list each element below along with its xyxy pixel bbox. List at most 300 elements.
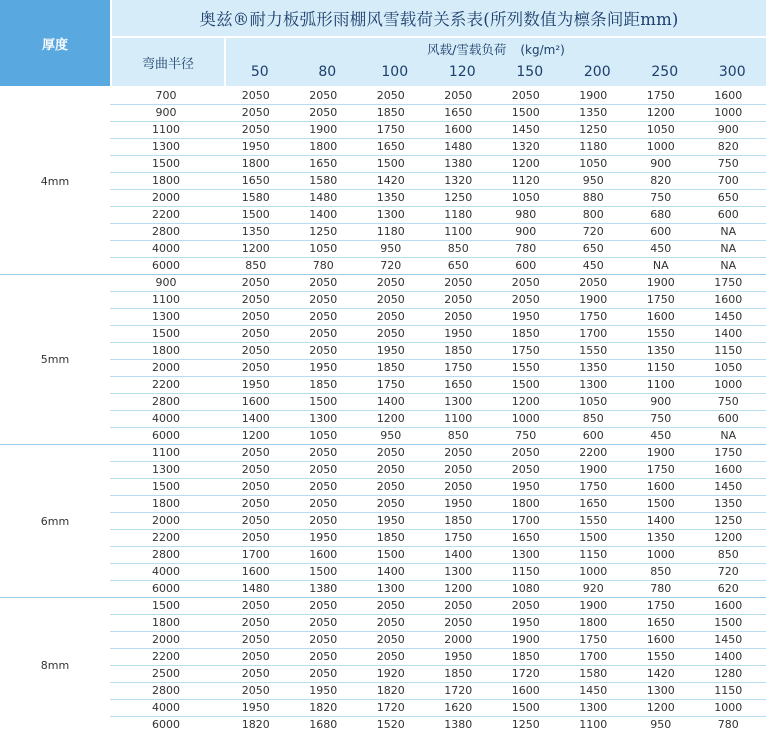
spacing-cell: 900 — [515, 225, 537, 238]
table-row — [110, 257, 766, 274]
spacing-cell: 1000 — [646, 548, 675, 561]
spacing-cell: 1400 — [376, 565, 405, 578]
spacing-cell: 1950 — [376, 514, 405, 527]
spacing-cell: 2050 — [444, 599, 473, 612]
spacing-cell: NA — [652, 259, 669, 272]
spacing-cell: 1500 — [376, 157, 405, 170]
spacing-cell: 2050 — [241, 327, 270, 340]
spacing-cell: 2050 — [241, 531, 270, 544]
table-row — [110, 88, 766, 104]
spacing-cell: 1900 — [579, 293, 608, 306]
spacing-cell: 1300 — [444, 565, 473, 578]
spacing-cell: 1620 — [444, 701, 473, 714]
table-row — [110, 512, 766, 529]
spacing-cell: 1750 — [376, 378, 405, 391]
spacing-cell: 1200 — [646, 701, 675, 714]
radius-cell: 2800 — [152, 548, 180, 561]
spacing-cell: 820 — [717, 140, 739, 153]
spacing-cell: 2050 — [241, 497, 270, 510]
spacing-cell: 2050 — [241, 123, 270, 136]
spacing-cell: 1000 — [714, 701, 743, 714]
spacing-cell: 1500 — [309, 395, 338, 408]
spacing-cell: 1850 — [376, 106, 405, 119]
spacing-cell: 1900 — [511, 633, 540, 646]
spacing-cell: 1850 — [376, 361, 405, 374]
spacing-cell: 2050 — [241, 650, 270, 663]
table-row — [110, 665, 766, 682]
radius-cell: 4000 — [152, 412, 180, 425]
spacing-cell: 900 — [650, 157, 672, 170]
load-columns — [226, 64, 766, 84]
spacing-cell: 1050 — [309, 429, 338, 442]
table-row — [110, 699, 766, 716]
spacing-cell: 720 — [582, 225, 604, 238]
table-row — [110, 104, 766, 121]
spacing-cell: 1900 — [579, 599, 608, 612]
spacing-cell: 1450 — [511, 123, 540, 136]
table-row — [110, 461, 766, 478]
spacing-cell: 1650 — [444, 378, 473, 391]
radius-cell: 6000 — [152, 582, 180, 595]
spacing-cell: 600 — [717, 208, 739, 221]
spacing-cell: 1950 — [309, 684, 338, 697]
spacing-cell: 1950 — [309, 361, 338, 374]
spacing-cell: 1850 — [511, 327, 540, 340]
table-row — [110, 716, 766, 733]
spacing-cell: 2050 — [309, 633, 338, 646]
table-row — [110, 325, 766, 342]
spacing-cell: 1950 — [309, 531, 338, 544]
radius-cell: 4000 — [152, 242, 180, 255]
group-rows — [110, 275, 766, 444]
radius-cell: 1100 — [152, 446, 180, 459]
spacing-cell: NA — [720, 259, 737, 272]
spacing-cell: 1750 — [714, 446, 743, 459]
table-row — [110, 359, 766, 376]
spacing-cell: 1650 — [376, 140, 405, 153]
table-row — [110, 631, 766, 648]
spacing-cell: 1250 — [714, 514, 743, 527]
spacing-cell: NA — [720, 225, 737, 238]
spacing-cell: 1180 — [579, 140, 608, 153]
spacing-cell: 1300 — [376, 208, 405, 221]
spacing-cell: 750 — [650, 191, 672, 204]
spacing-cell: 1480 — [309, 191, 338, 204]
spacing-cell: 1500 — [646, 497, 675, 510]
spacing-cell: 2050 — [241, 599, 270, 612]
thickness-label: 6mm — [40, 514, 70, 528]
spacing-cell: 750 — [717, 395, 739, 408]
radius-cell: 1100 — [152, 123, 180, 136]
spacing-cell: 850 — [650, 565, 672, 578]
spacing-cell: 2050 — [376, 89, 405, 102]
spacing-cell: 1050 — [714, 361, 743, 374]
spacing-cell: 1300 — [579, 701, 608, 714]
table-title: 奥兹®耐力板弧形雨棚风雪载荷关系表(所列数值为檩条间距mm) — [112, 0, 766, 36]
spacing-cell: 1580 — [579, 667, 608, 680]
table-row — [110, 189, 766, 206]
spacing-cell: 1580 — [241, 191, 270, 204]
spacing-cell: 2050 — [309, 480, 338, 493]
spacing-cell: 1350 — [579, 106, 608, 119]
spacing-cell: 1150 — [714, 344, 743, 357]
table-row — [110, 291, 766, 308]
radius-cell: 1800 — [152, 616, 180, 629]
table-row — [110, 580, 766, 597]
spacing-cell: 1200 — [511, 157, 540, 170]
load-column-header: 120 — [448, 64, 476, 80]
radius-cell: 6000 — [152, 259, 180, 272]
spacing-cell: 2000 — [444, 633, 473, 646]
spacing-cell: 1000 — [646, 140, 675, 153]
table-row — [110, 308, 766, 325]
spacing-cell: 2050 — [376, 650, 405, 663]
radius-cell: 2000 — [152, 191, 180, 204]
spacing-cell: 1600 — [714, 599, 743, 612]
thickness-label: 5mm — [40, 353, 70, 366]
spacing-cell: 1200 — [646, 106, 675, 119]
spacing-cell: 1600 — [714, 293, 743, 306]
spacing-cell: 1200 — [376, 412, 405, 425]
spacing-cell: 1650 — [309, 157, 338, 170]
spacing-cell: 1380 — [309, 582, 338, 595]
radius-cell: 700 — [155, 89, 177, 102]
table-row — [110, 495, 766, 512]
spacing-cell: 1850 — [511, 650, 540, 663]
spacing-cell: 2050 — [241, 667, 270, 680]
spacing-cell: 1700 — [579, 650, 608, 663]
spacing-cell: 1950 — [376, 344, 405, 357]
spacing-cell: 2050 — [309, 89, 338, 102]
spacing-cell: 1350 — [646, 344, 675, 357]
radius-cell: 6000 — [152, 718, 180, 731]
spacing-cell: 1200 — [241, 429, 270, 442]
spacing-cell: 1800 — [579, 616, 608, 629]
spacing-cell: 1400 — [714, 327, 743, 340]
spacing-cell: 2050 — [511, 599, 540, 612]
spacing-cell: 650 — [447, 259, 469, 272]
spacing-cell: 1300 — [309, 412, 338, 425]
spacing-cell: 2050 — [376, 327, 405, 340]
spacing-cell: 1000 — [579, 565, 608, 578]
spacing-cell: 1950 — [511, 616, 540, 629]
thickness-label: 8mm — [40, 659, 70, 672]
radius-cell: 4000 — [152, 565, 180, 578]
spacing-cell: 1850 — [444, 344, 473, 357]
spacing-cell: 2050 — [241, 361, 270, 374]
spacing-cell: 2050 — [444, 480, 473, 493]
spacing-cell: 1750 — [646, 293, 675, 306]
radius-cell: 2800 — [152, 225, 180, 238]
spacing-cell: 1500 — [714, 616, 743, 629]
spacing-cell: 1950 — [444, 497, 473, 510]
spacing-cell: 2050 — [376, 293, 405, 306]
spacing-cell: 1820 — [241, 718, 270, 731]
table-body — [0, 88, 766, 733]
spacing-cell: 1900 — [646, 276, 675, 289]
spacing-cell: 800 — [582, 208, 604, 221]
spacing-cell: 1300 — [444, 395, 473, 408]
spacing-cell: 2050 — [444, 463, 473, 476]
spacing-cell: 1750 — [579, 480, 608, 493]
spacing-cell: 1550 — [646, 327, 675, 340]
spacing-cell: 780 — [515, 242, 537, 255]
radius-cell: 1500 — [152, 599, 180, 612]
spacing-cell: 680 — [650, 208, 672, 221]
radius-cell: 1100 — [152, 293, 180, 306]
spacing-cell: 1420 — [646, 667, 675, 680]
spacing-cell: 600 — [717, 412, 739, 425]
spacing-cell: 1950 — [511, 310, 540, 323]
spacing-cell: 1320 — [444, 174, 473, 187]
load-header-label — [226, 40, 766, 58]
spacing-cell: 1900 — [579, 89, 608, 102]
spacing-cell: 1380 — [444, 718, 473, 731]
spacing-cell: 2050 — [241, 310, 270, 323]
spacing-cell: 1350 — [714, 497, 743, 510]
group-rows — [110, 88, 766, 274]
spacing-cell: 1900 — [579, 463, 608, 476]
spacing-cell: 1720 — [511, 667, 540, 680]
thickness-label: 4mm — [40, 174, 70, 188]
thickness-header: 厚度 — [0, 0, 110, 86]
spacing-cell: 1400 — [241, 412, 270, 425]
spacing-cell: 2050 — [376, 633, 405, 646]
spacing-cell: 880 — [582, 191, 604, 204]
spacing-cell: 1600 — [241, 395, 270, 408]
spacing-cell: 2050 — [309, 327, 338, 340]
spacing-cell: 1950 — [444, 327, 473, 340]
spacing-cell: 2050 — [241, 616, 270, 629]
spacing-cell: 850 — [717, 548, 739, 561]
spacing-cell: 2050 — [511, 446, 540, 459]
spacing-cell: 1600 — [714, 89, 743, 102]
spacing-cell: 1100 — [444, 412, 473, 425]
spacing-cell: 1650 — [646, 616, 675, 629]
spacing-cell: 450 — [650, 242, 672, 255]
spacing-cell: 1050 — [646, 123, 675, 136]
spacing-cell: 1100 — [444, 225, 473, 238]
spacing-cell: 950 — [650, 718, 672, 731]
spacing-cell: 1550 — [579, 344, 608, 357]
table-row — [110, 410, 766, 427]
spacing-cell: 2050 — [444, 310, 473, 323]
spacing-cell: 1680 — [309, 718, 338, 731]
radius-header: 弯曲半径 — [112, 38, 224, 86]
spacing-cell: 1900 — [646, 446, 675, 459]
radius-cell: 2200 — [152, 208, 180, 221]
spacing-cell: 1800 — [241, 157, 270, 170]
spacing-cell: 1750 — [714, 276, 743, 289]
spacing-cell: 2050 — [241, 633, 270, 646]
spacing-cell: 2050 — [511, 293, 540, 306]
spacing-cell: 1180 — [444, 208, 473, 221]
spacing-cell: 1750 — [646, 89, 675, 102]
spacing-cell: 2050 — [241, 293, 270, 306]
spacing-cell: 2050 — [444, 293, 473, 306]
table-row — [110, 172, 766, 189]
radius-cell: 1300 — [152, 463, 180, 476]
load-column-header: 80 — [318, 64, 337, 80]
table-row — [110, 275, 766, 291]
spacing-cell: 1300 — [511, 548, 540, 561]
spacing-cell: 1180 — [376, 225, 405, 238]
spacing-cell: 780 — [650, 582, 672, 595]
spacing-cell: 1700 — [511, 514, 540, 527]
spacing-cell: 2050 — [309, 276, 338, 289]
spacing-cell: 2050 — [241, 89, 270, 102]
spacing-cell: 1350 — [241, 225, 270, 238]
spacing-cell: 1650 — [444, 106, 473, 119]
spacing-cell: 600 — [515, 259, 537, 272]
spacing-cell: 2050 — [309, 599, 338, 612]
spacing-cell: 1750 — [511, 344, 540, 357]
spacing-cell: 2050 — [309, 497, 338, 510]
spacing-cell: 850 — [245, 259, 267, 272]
spacing-cell: 1000 — [714, 378, 743, 391]
spacing-cell: 1200 — [511, 395, 540, 408]
spacing-cell: 1080 — [511, 582, 540, 595]
spacing-cell: 2050 — [309, 650, 338, 663]
spacing-cell: 1500 — [511, 378, 540, 391]
radius-cell: 1800 — [152, 344, 180, 357]
load-column-header: 100 — [381, 64, 409, 80]
load-column-header: 300 — [718, 64, 746, 80]
spacing-cell: 2050 — [579, 276, 608, 289]
spacing-cell: 1200 — [714, 531, 743, 544]
table-row — [110, 240, 766, 257]
spacing-cell: 1300 — [579, 378, 608, 391]
load-header — [226, 38, 766, 86]
spacing-cell: 1100 — [646, 378, 675, 391]
spacing-cell: 1800 — [511, 497, 540, 510]
spacing-cell: 1920 — [376, 667, 405, 680]
spacing-cell: 750 — [650, 412, 672, 425]
spacing-cell: 1300 — [376, 582, 405, 595]
spacing-cell: 2050 — [241, 514, 270, 527]
spacing-cell: 1850 — [376, 531, 405, 544]
spacing-cell: 2200 — [579, 446, 608, 459]
spacing-cell: 1400 — [309, 208, 338, 221]
spacing-cell: 1750 — [444, 531, 473, 544]
table-row — [110, 529, 766, 546]
spacing-cell: 1050 — [579, 157, 608, 170]
spacing-cell: 1720 — [376, 701, 405, 714]
group-rows — [110, 598, 766, 733]
spacing-cell: 2050 — [376, 599, 405, 612]
spacing-cell: 1820 — [376, 684, 405, 697]
thickness-group — [0, 597, 766, 733]
spacing-cell: 1600 — [646, 633, 675, 646]
spacing-cell: 650 — [582, 242, 604, 255]
spacing-cell: 1450 — [714, 633, 743, 646]
spacing-cell: 1600 — [444, 123, 473, 136]
spacing-cell: 950 — [380, 429, 402, 442]
table-row — [110, 121, 766, 138]
radius-cell: 2200 — [152, 531, 180, 544]
spacing-cell: 1050 — [579, 395, 608, 408]
spacing-cell: 1000 — [511, 412, 540, 425]
spacing-cell: 1950 — [444, 650, 473, 663]
spacing-cell: 1520 — [376, 718, 405, 731]
spacing-cell: 850 — [447, 242, 469, 255]
radius-cell: 2000 — [152, 361, 180, 374]
spacing-cell: 1500 — [376, 548, 405, 561]
spacing-cell: 2050 — [241, 684, 270, 697]
spacing-cell: 1750 — [444, 361, 473, 374]
load-unit: (kg/m²) — [520, 43, 565, 57]
table-row — [110, 478, 766, 495]
thickness-group — [0, 88, 766, 274]
spacing-cell: 1150 — [579, 548, 608, 561]
load-column-header: 50 — [250, 64, 269, 80]
spacing-cell: 1480 — [444, 140, 473, 153]
spacing-cell: 1700 — [241, 548, 270, 561]
spacing-cell: 2050 — [241, 480, 270, 493]
spacing-cell: 2050 — [376, 446, 405, 459]
spacing-cell: 2050 — [309, 310, 338, 323]
radius-cell: 1800 — [152, 497, 180, 510]
thickness-group — [0, 274, 766, 444]
table-row — [110, 427, 766, 444]
spacing-cell: 2050 — [309, 344, 338, 357]
spacing-cell: 1150 — [646, 361, 675, 374]
radius-cell: 6000 — [152, 429, 180, 442]
spacing-cell: 2050 — [241, 463, 270, 476]
load-column-header: 250 — [651, 64, 679, 80]
table-row — [110, 682, 766, 699]
radius-cell: 1500 — [152, 157, 180, 170]
spacing-cell: 1850 — [444, 667, 473, 680]
spacing-cell: 2050 — [444, 446, 473, 459]
radius-cell: 2500 — [152, 667, 180, 680]
thickness-group — [0, 444, 766, 597]
spacing-cell: 1450 — [579, 684, 608, 697]
spacing-cell: 450 — [582, 259, 604, 272]
spacing-cell: 1150 — [714, 684, 743, 697]
spacing-cell: 2050 — [444, 89, 473, 102]
table-row — [110, 598, 766, 614]
spacing-cell: 1750 — [376, 123, 405, 136]
spacing-cell: 1380 — [444, 157, 473, 170]
spacing-cell: 1750 — [646, 463, 675, 476]
radius-cell: 2200 — [152, 378, 180, 391]
spacing-cell: 1600 — [646, 310, 675, 323]
spacing-cell: 1600 — [309, 548, 338, 561]
table-row — [110, 614, 766, 631]
spacing-cell: 1350 — [646, 531, 675, 544]
spacing-cell: 720 — [717, 565, 739, 578]
spacing-cell: 2050 — [309, 616, 338, 629]
spacing-cell: 1500 — [309, 565, 338, 578]
table-row — [110, 445, 766, 461]
spacing-cell: 1050 — [309, 242, 338, 255]
spacing-cell: 780 — [717, 718, 739, 731]
spacing-cell: 450 — [650, 429, 672, 442]
spacing-cell: 2050 — [309, 106, 338, 119]
radius-cell: 2000 — [152, 514, 180, 527]
radius-cell: 900 — [155, 276, 177, 289]
spacing-cell: NA — [720, 429, 737, 442]
spacing-cell: 950 — [582, 174, 604, 187]
spacing-cell: 2050 — [241, 344, 270, 357]
spacing-cell: 1050 — [511, 191, 540, 204]
spacing-cell: 1950 — [511, 480, 540, 493]
spacing-cell: 820 — [650, 174, 672, 187]
spacing-cell: 1250 — [511, 718, 540, 731]
spacing-cell: 1300 — [646, 684, 675, 697]
spacing-cell: 1500 — [511, 701, 540, 714]
